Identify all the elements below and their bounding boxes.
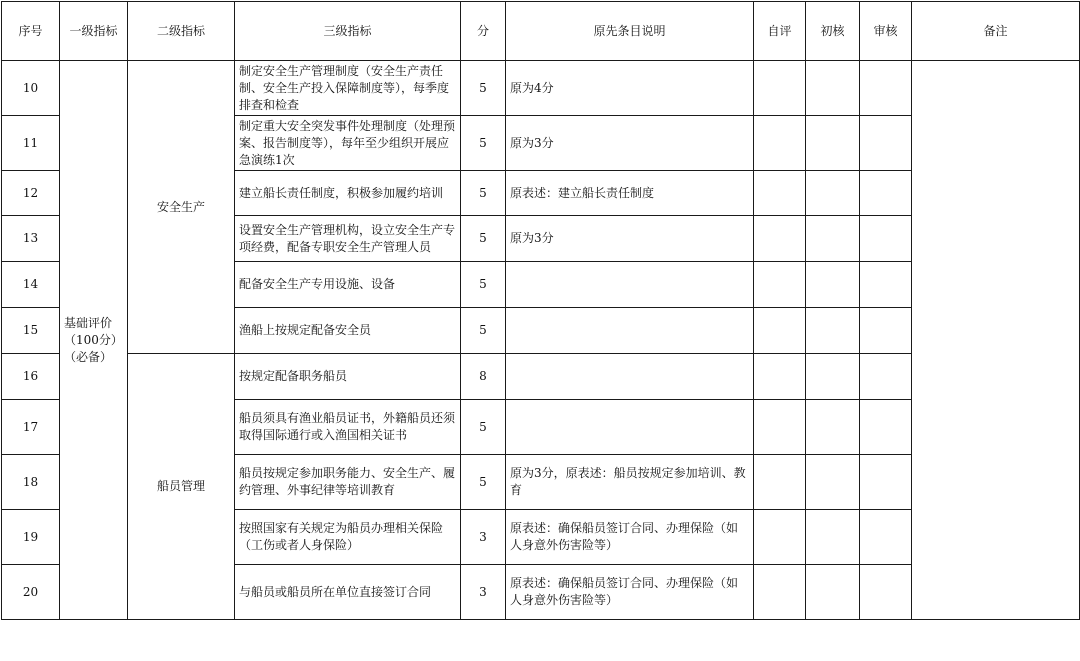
row-indicator: 建立船长责任制度，积极参加履约培训 bbox=[235, 171, 461, 216]
row-self-eval-cell[interactable] bbox=[754, 61, 806, 116]
row-first-review-cell[interactable] bbox=[806, 262, 860, 308]
table-row bbox=[2, 61, 1080, 116]
header-seq: 序号 bbox=[2, 2, 60, 61]
row-audit-cell[interactable] bbox=[860, 116, 912, 171]
row-self-eval-cell[interactable] bbox=[754, 116, 806, 171]
row-audit-cell[interactable] bbox=[860, 308, 912, 354]
row-original: 原表述：确保船员签订合同、办理保险（如人身意外伤害险等） bbox=[506, 510, 754, 565]
row-self-eval-cell[interactable] bbox=[754, 400, 806, 455]
row-score: 5 bbox=[461, 171, 506, 216]
row-seq: 17 bbox=[2, 400, 60, 455]
row-score: 5 bbox=[461, 216, 506, 262]
row-indicator: 按照国家有关规定为船员办理相关保险（工伤或者人身保险） bbox=[235, 510, 461, 565]
row-first-review-cell[interactable] bbox=[806, 354, 860, 400]
row-original: 原表述：确保船员签订合同、办理保险（如人身意外伤害险等） bbox=[506, 565, 754, 620]
row-original bbox=[506, 400, 754, 455]
row-original bbox=[506, 354, 754, 400]
header-score: 分 bbox=[461, 2, 506, 61]
row-score: 5 bbox=[461, 61, 506, 116]
row-seq: 12 bbox=[2, 171, 60, 216]
row-audit-cell[interactable] bbox=[860, 455, 912, 510]
row-score: 5 bbox=[461, 455, 506, 510]
row-first-review-cell[interactable] bbox=[806, 308, 860, 354]
row-original: 原为3分，原表述：船员按规定参加培训、教育 bbox=[506, 455, 754, 510]
row-first-review-cell[interactable] bbox=[806, 400, 860, 455]
row-audit-cell[interactable] bbox=[860, 354, 912, 400]
row-indicator: 设置安全生产管理机构，设立安全生产专项经费，配备专职安全生产管理人员 bbox=[235, 216, 461, 262]
row-audit-cell[interactable] bbox=[860, 216, 912, 262]
row-score: 5 bbox=[461, 262, 506, 308]
row-indicator: 船员须具有渔业船员证书，外籍船员还须取得国际通行或入渔国相关证书 bbox=[235, 400, 461, 455]
row-indicator: 制定重大安全突发事件处理制度（处理预案、报告制度等），每年至少组织开展应急演练1次 bbox=[235, 116, 461, 171]
header-remarks: 备注 bbox=[912, 2, 1080, 61]
row-seq: 11 bbox=[2, 116, 60, 171]
header-level2: 二级指标 bbox=[128, 2, 235, 61]
row-audit-cell[interactable] bbox=[860, 61, 912, 116]
row-first-review-cell[interactable] bbox=[806, 455, 860, 510]
header-level1: 一级指标 bbox=[60, 2, 128, 61]
row-self-eval-cell[interactable] bbox=[754, 308, 806, 354]
assessment-table bbox=[1, 1, 1080, 620]
row-first-review-cell[interactable] bbox=[806, 510, 860, 565]
row-first-review-cell[interactable] bbox=[806, 116, 860, 171]
row-audit-cell[interactable] bbox=[860, 565, 912, 620]
row-self-eval-cell[interactable] bbox=[754, 262, 806, 308]
row-first-review-cell[interactable] bbox=[806, 565, 860, 620]
row-original: 原为3分 bbox=[506, 116, 754, 171]
row-score: 5 bbox=[461, 116, 506, 171]
level1-cell: 基础评价（100分）（必备） bbox=[60, 61, 128, 620]
row-original bbox=[506, 262, 754, 308]
row-original: 原为4分 bbox=[506, 61, 754, 116]
row-self-eval-cell[interactable] bbox=[754, 565, 806, 620]
row-seq: 18 bbox=[2, 455, 60, 510]
header-self-eval: 自评 bbox=[754, 2, 806, 61]
remarks-cell[interactable] bbox=[912, 61, 1080, 620]
row-audit-cell[interactable] bbox=[860, 400, 912, 455]
row-first-review-cell[interactable] bbox=[806, 61, 860, 116]
row-audit-cell[interactable] bbox=[860, 262, 912, 308]
row-seq: 15 bbox=[2, 308, 60, 354]
row-self-eval-cell[interactable] bbox=[754, 510, 806, 565]
level2-safety-cell: 安全生产 bbox=[128, 61, 235, 354]
row-score: 8 bbox=[461, 354, 506, 400]
row-self-eval-cell[interactable] bbox=[754, 171, 806, 216]
row-original: 原表述：建立船长责任制度 bbox=[506, 171, 754, 216]
row-first-review-cell[interactable] bbox=[806, 216, 860, 262]
row-seq: 13 bbox=[2, 216, 60, 262]
row-original bbox=[506, 308, 754, 354]
row-seq: 19 bbox=[2, 510, 60, 565]
header-audit: 审核 bbox=[860, 2, 912, 61]
row-indicator: 配备安全生产专用设施、设备 bbox=[235, 262, 461, 308]
header-first-review: 初核 bbox=[806, 2, 860, 61]
row-indicator: 与船员或船员所在单位直接签订合同 bbox=[235, 565, 461, 620]
row-self-eval-cell[interactable] bbox=[754, 455, 806, 510]
row-original: 原为3分 bbox=[506, 216, 754, 262]
row-indicator: 制定安全生产管理制度（安全生产责任制、安全生产投入保障制度等），每季度排查和检查 bbox=[235, 61, 461, 116]
row-self-eval-cell[interactable] bbox=[754, 216, 806, 262]
row-first-review-cell[interactable] bbox=[806, 171, 860, 216]
header-level3: 三级指标 bbox=[235, 2, 461, 61]
row-seq: 10 bbox=[2, 61, 60, 116]
row-score: 5 bbox=[461, 400, 506, 455]
row-score: 3 bbox=[461, 565, 506, 620]
header-original: 原先条目说明 bbox=[506, 2, 754, 61]
row-indicator: 船员按规定参加职务能力、安全生产、履约管理、外事纪律等培训教育 bbox=[235, 455, 461, 510]
row-self-eval-cell[interactable] bbox=[754, 354, 806, 400]
header-row bbox=[2, 2, 1080, 61]
row-indicator: 按规定配备职务船员 bbox=[235, 354, 461, 400]
row-seq: 14 bbox=[2, 262, 60, 308]
level2-crew-cell: 船员管理 bbox=[128, 354, 235, 620]
row-audit-cell[interactable] bbox=[860, 510, 912, 565]
row-indicator: 渔船上按规定配备安全员 bbox=[235, 308, 461, 354]
row-score: 5 bbox=[461, 308, 506, 354]
row-score: 3 bbox=[461, 510, 506, 565]
row-seq: 16 bbox=[2, 354, 60, 400]
row-seq: 20 bbox=[2, 565, 60, 620]
row-audit-cell[interactable] bbox=[860, 171, 912, 216]
